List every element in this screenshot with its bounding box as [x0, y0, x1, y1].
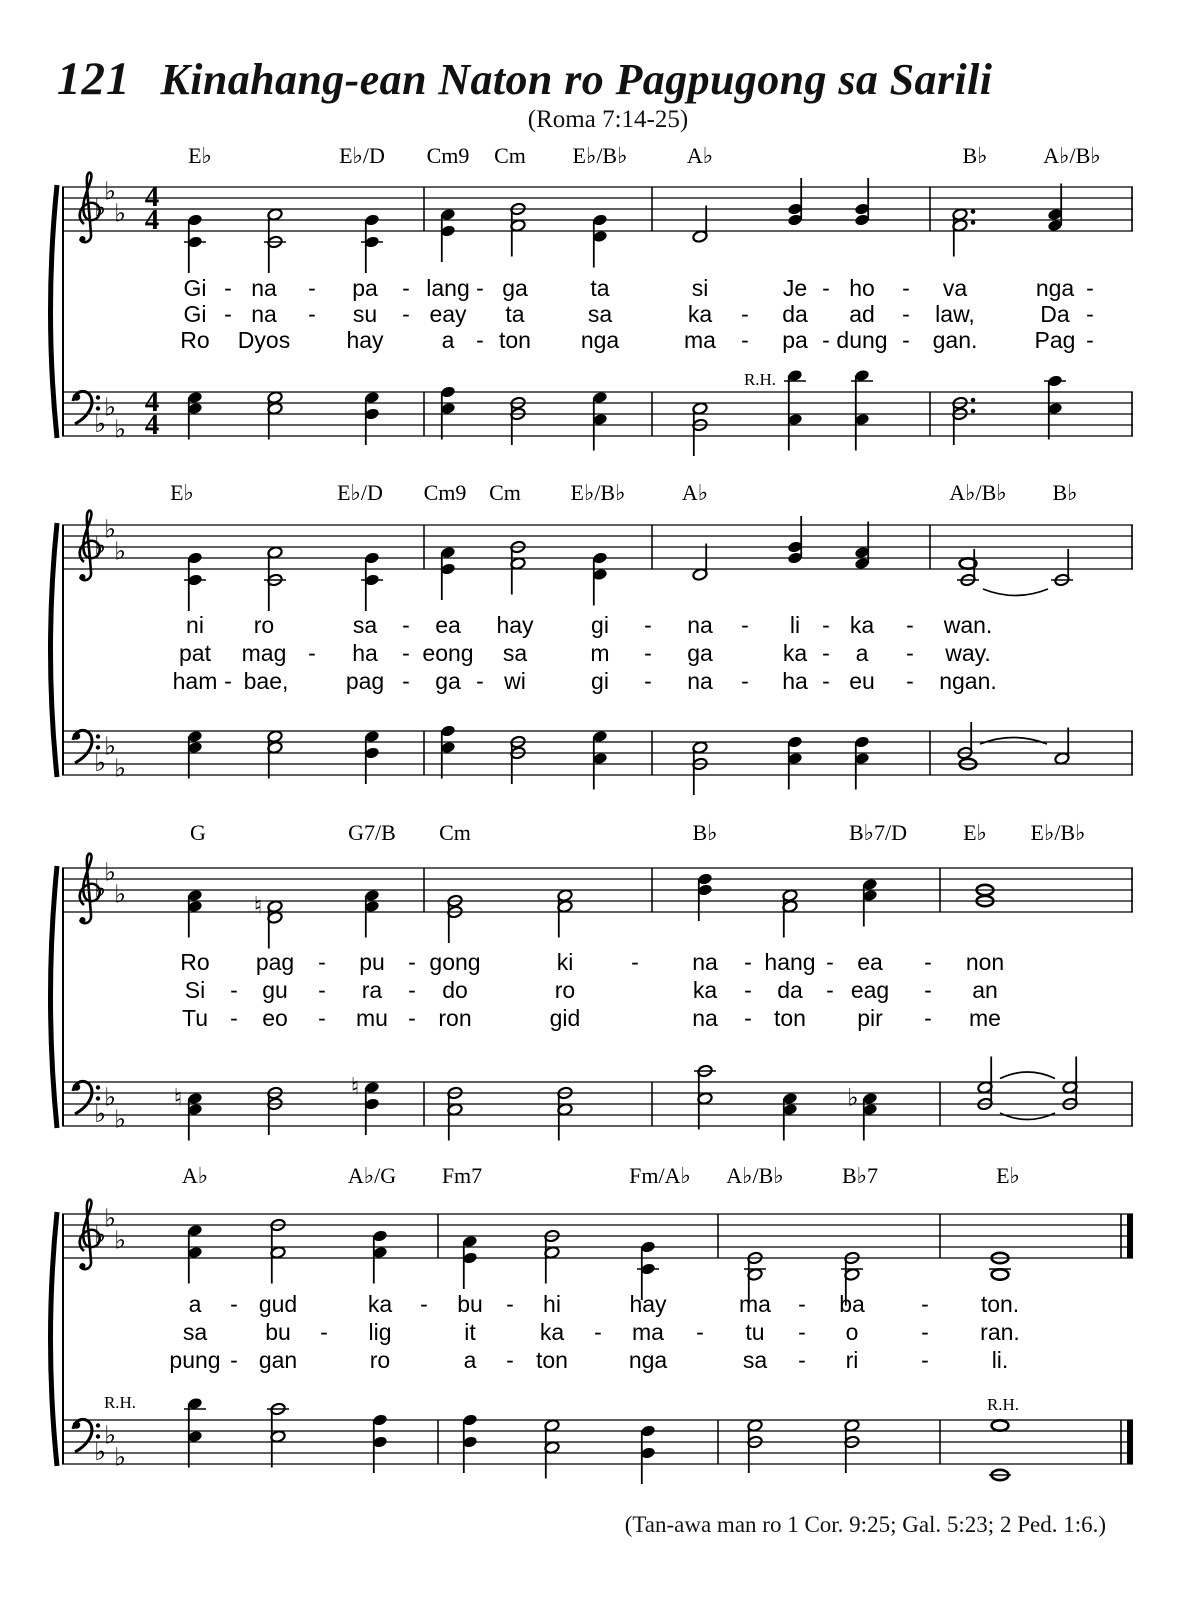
lyric-hyphen: -	[744, 977, 752, 1003]
lyric-syllable: lig	[368, 1319, 392, 1345]
lyric-hyphen: -	[902, 327, 910, 353]
lyric-syllable: it	[464, 1319, 476, 1345]
lyric-syllable: ad	[849, 301, 875, 327]
lyric-hyphen: -	[744, 949, 752, 975]
lyric-syllable: ga	[502, 275, 528, 301]
lyric-hyphen: -	[318, 949, 326, 975]
lyric-hyphen: -	[906, 668, 914, 694]
lyric-syllable: o	[845, 1319, 859, 1345]
chord-symbol: Cm9	[426, 143, 470, 168]
chord-symbol: A♭/B♭	[949, 480, 1007, 505]
lyric-syllable: pag	[255, 949, 295, 975]
lyric-syllable: ton	[536, 1347, 568, 1373]
lyric-hyphen: -	[741, 327, 749, 353]
lyric-syllable: na	[692, 949, 718, 975]
lyric-hyphen: -	[741, 301, 749, 327]
lyric-hyphen: -	[696, 1319, 704, 1345]
chord-symbol: A♭	[181, 1163, 209, 1188]
lyric-syllable: ki	[556, 949, 574, 975]
lyric-syllable: wi	[504, 668, 526, 694]
lyric-syllable: ta	[590, 275, 610, 301]
lyric-syllable: Da	[1040, 301, 1070, 327]
scripture-reference: (Roma 7:14-25)	[527, 106, 689, 133]
lyric-hyphen: -	[408, 949, 416, 975]
lyric-syllable: ton.	[980, 1291, 1020, 1317]
lyric-syllable: ri	[845, 1347, 859, 1373]
lyric-hyphen: -	[318, 977, 326, 1003]
lyric-syllable: a	[188, 1291, 202, 1317]
lyric-syllable: me	[969, 1005, 1001, 1031]
lyric-hyphen: -	[902, 275, 910, 301]
lyric-syllable: ma	[684, 327, 716, 353]
lyric-syllable: bu	[457, 1291, 483, 1317]
bass-staff	[62, 722, 1133, 795]
svg-text:♭: ♭	[94, 531, 106, 560]
chord-symbol: Fm/A♭	[629, 1163, 691, 1188]
lyric-syllable: Pag	[1034, 327, 1076, 353]
svg-text:♭: ♭	[104, 731, 116, 761]
tie	[1000, 1113, 1055, 1120]
lyric-syllable: gid	[549, 1005, 581, 1031]
svg-text:♭: ♭	[114, 414, 126, 444]
system-brace	[51, 1212, 58, 1466]
lyric-syllable: ba	[839, 1291, 865, 1317]
lyric-hyphen: -	[402, 275, 410, 301]
lyric-hyphen: -	[420, 1291, 428, 1317]
lyric-syllable: wan.	[943, 612, 993, 638]
lyric-hyphen: -	[318, 1005, 326, 1031]
lyric-syllable: pag	[345, 668, 385, 694]
lyric-syllable: way.	[945, 640, 991, 666]
chord-symbol: G	[190, 820, 206, 845]
lyrics-verse-2	[185, 977, 998, 1003]
lyric-syllable: tu	[745, 1319, 765, 1345]
lyric-hyphen: -	[308, 640, 316, 666]
lyrics-verse-2	[184, 301, 1094, 327]
lyric-syllable: Dyos	[237, 327, 291, 353]
svg-text:♮: ♮	[253, 891, 263, 920]
lyric-hyphen: -	[826, 977, 834, 1003]
svg-text:♭: ♭	[94, 193, 106, 222]
lyric-syllable: gong	[429, 949, 481, 975]
chord-symbol: E♭	[996, 1163, 1020, 1188]
chord-symbol: E♭/B♭	[570, 480, 626, 505]
lyric-syllable: ham	[172, 668, 218, 694]
lyrics-verse-3	[180, 327, 1094, 353]
lyric-syllable: na	[687, 612, 713, 638]
bass-staff	[62, 369, 1133, 456]
lyric-syllable: na	[251, 301, 277, 327]
lyric-syllable: gan	[258, 1347, 298, 1373]
chord-symbol: E♭	[188, 143, 212, 168]
lyric-hyphen: -	[230, 1291, 238, 1317]
chord-symbol: B♭	[1052, 480, 1078, 505]
lyric-syllable: hay	[629, 1291, 667, 1317]
lyric-hyphen: -	[822, 327, 830, 353]
chord-row	[188, 143, 1101, 168]
lyric-syllable: na	[251, 275, 277, 301]
lyric-hyphen: -	[230, 1347, 238, 1373]
chord-symbol: Cm	[439, 820, 471, 845]
svg-text:R.H.: R.H.	[103, 1393, 137, 1412]
lyric-syllable: na	[687, 668, 713, 694]
lyric-syllable: ni	[186, 612, 204, 638]
svg-text:♭: ♭	[104, 176, 116, 206]
treble-staff	[62, 511, 1133, 611]
svg-text:4: 4	[144, 181, 160, 213]
chord-symbol: B♭	[962, 143, 988, 168]
lyric-hyphen: -	[476, 668, 484, 694]
lyric-hyphen: -	[902, 301, 910, 327]
lyric-syllable: sa	[502, 640, 528, 666]
lyric-syllable: su	[352, 301, 378, 327]
lyric-hyphen: -	[224, 668, 232, 694]
lyric-hyphen: -	[644, 640, 652, 666]
chord-symbol: A♭	[686, 143, 714, 168]
treble-staff	[62, 173, 1133, 273]
system-1	[51, 143, 1134, 456]
chord-symbol: Cm	[494, 143, 526, 168]
chord-symbol: A♭/G	[347, 1163, 397, 1188]
lyric-syllable: dung	[836, 327, 888, 353]
chord-symbol: E♭/B♭	[1030, 820, 1086, 845]
lyric-syllable: ton	[774, 1005, 806, 1031]
svg-text:♭: ♭	[94, 409, 106, 438]
lyric-hyphen: -	[224, 301, 232, 327]
bass-staff	[62, 1057, 1133, 1141]
tie	[1000, 1072, 1055, 1079]
lyric-syllable: ron	[438, 1005, 472, 1031]
chord-symbol: B♭7/D	[848, 820, 908, 845]
lyric-syllable: ha	[352, 640, 378, 666]
lyric-syllable: ro	[554, 977, 576, 1003]
lyric-syllable: li.	[991, 1347, 1009, 1373]
lyric-syllable: gi	[591, 612, 609, 638]
svg-text:♭: ♭	[114, 1442, 126, 1472]
chord-symbol: B♭	[692, 820, 718, 845]
lyric-hyphen: -	[822, 668, 830, 694]
lyric-syllable: gi	[591, 668, 609, 694]
lyric-syllable: da	[782, 301, 808, 327]
lyric-hyphen: -	[826, 949, 834, 975]
lyric-syllable: nga	[580, 327, 620, 353]
treble-staff	[62, 854, 1133, 949]
chord-symbol: E♭/B♭	[572, 143, 628, 168]
lyric-syllable: pung	[169, 1347, 221, 1373]
lyric-syllable: ka	[692, 977, 718, 1003]
lyric-syllable: li	[789, 612, 801, 638]
lyric-hyphen: -	[921, 1347, 929, 1373]
lyric-syllable: ka	[539, 1319, 565, 1345]
lyric-syllable: ma	[739, 1291, 771, 1317]
lyric-syllable: ka	[367, 1291, 393, 1317]
lyric-hyphen: -	[924, 977, 932, 1003]
lyric-syllable: ran.	[980, 1319, 1020, 1345]
lyric-syllable: Ro	[180, 327, 210, 353]
lyric-syllable: sa	[352, 612, 378, 638]
lyric-hyphen: -	[402, 612, 410, 638]
system-brace	[51, 523, 58, 777]
lyric-hyphen: -	[644, 668, 652, 694]
treble-staff	[62, 1200, 1133, 1306]
chord-row	[170, 480, 1077, 505]
note	[992, 1269, 1009, 1279]
chord-symbol: E♭	[170, 480, 194, 505]
lyric-syllable: ka	[782, 640, 808, 666]
footer-reference: (Tan-awa man ro 1 Cor. 9:25; Gal. 5:23; 2 Ped. 1:6.)	[624, 1512, 1106, 1537]
lyric-hyphen: -	[402, 668, 410, 694]
svg-text:♭: ♭	[94, 1220, 106, 1249]
svg-text:R.H.: R.H.	[743, 370, 777, 389]
lyric-syllable: nga	[1035, 275, 1075, 301]
lyric-syllable: eag	[850, 977, 890, 1003]
lyric-syllable: ho	[849, 275, 875, 301]
svg-text:♮: ♮	[173, 1083, 183, 1112]
svg-text:♭: ♭	[104, 1420, 116, 1450]
chord-row	[182, 1163, 1020, 1188]
lyric-syllable: eong	[422, 640, 474, 666]
lyric-syllable: ro	[369, 1347, 391, 1373]
svg-text:♭: ♭	[114, 198, 126, 228]
chord-symbol: Fm7	[441, 1163, 483, 1188]
svg-text:R.H.: R.H.	[986, 1395, 1020, 1414]
svg-text:♮: ♮	[350, 1072, 360, 1101]
tie	[983, 589, 1048, 596]
lyric-syllable: ta	[505, 301, 525, 327]
lyric-hyphen: -	[476, 275, 484, 301]
lyrics-verse-1	[189, 1291, 1020, 1317]
lyric-hyphen: -	[644, 612, 652, 638]
lyric-syllable: sa	[182, 1319, 208, 1345]
lyric-syllable: gan.	[932, 327, 978, 353]
lyric-syllable: hay	[346, 327, 384, 353]
chord-symbol: A♭	[681, 480, 709, 505]
lyric-hyphen: -	[402, 640, 410, 666]
lyric-syllable: Gi	[183, 301, 207, 327]
svg-text:♭: ♭	[104, 1082, 116, 1112]
system-2	[51, 480, 1134, 795]
lyric-syllable: pa	[352, 275, 378, 301]
lyric-hyphen: -	[506, 1347, 514, 1373]
svg-text:♭: ♭	[114, 536, 126, 566]
svg-text:♭: ♭	[114, 879, 126, 909]
svg-text:4: 4	[144, 386, 160, 418]
lyric-syllable: sa	[742, 1347, 768, 1373]
lyric-syllable: hang	[764, 949, 816, 975]
lyric-syllable: eay	[429, 301, 467, 327]
svg-text:♭: ♭	[104, 1203, 116, 1233]
svg-text:♭: ♭	[94, 874, 106, 903]
lyric-hyphen: -	[741, 668, 749, 694]
system-3	[51, 820, 1134, 1141]
bass-staff	[62, 1393, 1133, 1484]
lyric-hyphen: -	[1086, 327, 1094, 353]
chord-symbol: B♭7	[841, 1163, 879, 1188]
chord-symbol: G7/B	[348, 820, 396, 845]
chord-symbol: E♭	[963, 820, 987, 845]
lyric-syllable: pu	[359, 949, 385, 975]
lyric-syllable: eu	[849, 668, 875, 694]
lyric-syllable: hi	[543, 1291, 561, 1317]
svg-text:♭: ♭	[114, 753, 126, 783]
lyric-syllable: a	[855, 640, 869, 666]
lyric-syllable: an	[972, 977, 998, 1003]
lyric-syllable: gu	[262, 977, 288, 1003]
lyric-syllable: law,	[935, 301, 975, 327]
lyric-syllable: nga	[628, 1347, 668, 1373]
svg-text:4: 4	[144, 409, 160, 441]
lyric-hyphen: -	[798, 1291, 806, 1317]
lyrics-verse-3	[169, 1347, 1008, 1373]
lyric-hyphen: -	[741, 612, 749, 638]
svg-text:♭: ♭	[94, 1437, 106, 1466]
lyric-hyphen: -	[631, 949, 639, 975]
svg-text:♭: ♭	[104, 514, 116, 544]
svg-text:♭: ♭	[104, 857, 116, 887]
lyric-syllable: si	[691, 275, 709, 301]
lyric-syllable: do	[442, 977, 468, 1003]
lyric-hyphen: -	[924, 949, 932, 975]
lyric-hyphen: -	[320, 1319, 328, 1345]
lyric-syllable: sa	[587, 301, 613, 327]
lyric-syllable: pir	[857, 1005, 883, 1031]
lyric-hyphen: -	[308, 301, 316, 327]
lyric-syllable: pa	[782, 327, 808, 353]
lyric-hyphen: -	[1086, 275, 1094, 301]
lyric-syllable: Tu	[182, 1005, 208, 1031]
lyric-hyphen: -	[921, 1319, 929, 1345]
lyric-hyphen: -	[744, 1005, 752, 1031]
chord-symbol: E♭/D	[339, 143, 385, 168]
lyric-hyphen: -	[822, 275, 830, 301]
lyric-hyphen: -	[506, 1291, 514, 1317]
lyric-syllable: Ro	[180, 949, 210, 975]
chord-symbol: A♭/B♭	[726, 1163, 784, 1188]
lyric-syllable: ton	[499, 327, 531, 353]
lyric-hyphen: -	[224, 275, 232, 301]
lyric-hyphen: -	[921, 1291, 929, 1317]
lyric-syllable: pat	[179, 640, 211, 666]
lyric-syllable: ma	[632, 1319, 664, 1345]
lyric-hyphen: -	[230, 1005, 238, 1031]
lyric-hyphen: -	[402, 301, 410, 327]
song-title: Kinahang-ean Naton ro Pagpugong sa Sarili	[160, 55, 993, 104]
lyric-syllable: a	[463, 1347, 477, 1373]
system-4	[51, 1163, 1134, 1484]
lyric-hyphen: -	[798, 1319, 806, 1345]
lyric-syllable: bae,	[243, 668, 289, 694]
lyric-hyphen: -	[798, 1347, 806, 1373]
lyric-hyphen: -	[476, 327, 484, 353]
lyric-syllable: ka	[687, 301, 713, 327]
lyric-syllable: ha	[782, 668, 808, 694]
lyric-syllable: ka	[849, 612, 875, 638]
tie	[980, 738, 1047, 745]
lyric-syllable: ga	[687, 640, 713, 666]
lyric-syllable: gud	[258, 1291, 298, 1317]
lyric-syllable: eo	[262, 1005, 288, 1031]
lyric-hyphen: -	[1086, 301, 1094, 327]
lyric-syllable: a	[441, 327, 455, 353]
lyric-syllable: lang	[426, 275, 470, 301]
lyric-syllable: ngan.	[939, 668, 997, 694]
lyric-hyphen: -	[822, 640, 830, 666]
lyric-syllable: Je	[782, 275, 808, 301]
lyric-syllable: Si	[184, 977, 206, 1003]
lyric-syllable: na	[692, 1005, 718, 1031]
lyrics-verse-1	[184, 275, 1094, 301]
lyric-hyphen: -	[308, 275, 316, 301]
lyrics-verse-3	[182, 1005, 1001, 1031]
lyric-syllable: m	[590, 640, 610, 666]
lyric-syllable: ra	[361, 977, 383, 1003]
lyrics-verse-1	[186, 612, 992, 638]
chord-row	[190, 820, 1085, 845]
chord-symbol: Cm9	[423, 480, 467, 505]
lyric-syllable: Gi	[183, 275, 207, 301]
svg-text:♭: ♭	[114, 1225, 126, 1255]
svg-text:♭: ♭	[114, 1104, 126, 1134]
lyric-hyphen: -	[408, 1005, 416, 1031]
lyrics-verse-3	[173, 668, 997, 694]
lyric-hyphen: -	[924, 1005, 932, 1031]
svg-text:♭: ♭	[94, 748, 106, 777]
chord-symbol: Cm	[489, 480, 521, 505]
lyrics-verse-2	[183, 1319, 1020, 1345]
note	[992, 1420, 1009, 1430]
lyric-hyphen: -	[906, 612, 914, 638]
lyric-syllable: bu	[265, 1319, 291, 1345]
lyric-hyphen: -	[594, 1319, 602, 1345]
lyric-syllable: ea	[857, 949, 883, 975]
lyric-syllable: mag	[241, 640, 287, 666]
chord-symbol: A♭/B♭	[1043, 143, 1101, 168]
lyric-syllable: ea	[435, 612, 461, 638]
lyric-syllable: va	[942, 275, 968, 301]
svg-text:♭: ♭	[94, 1099, 106, 1128]
system-brace	[51, 185, 58, 438]
lyric-syllable: mu	[356, 1005, 388, 1031]
lyric-hyphen: -	[230, 977, 238, 1003]
lyric-syllable: ga	[435, 668, 461, 694]
system-brace	[51, 866, 58, 1128]
lyric-hyphen: -	[822, 612, 830, 638]
lyric-syllable: non	[965, 949, 1005, 975]
chord-symbol: E♭/D	[337, 480, 383, 505]
lyric-hyphen: -	[408, 977, 416, 1003]
lyric-syllable: da	[777, 977, 803, 1003]
svg-text:♭: ♭	[104, 392, 116, 422]
song-number: 121	[57, 53, 131, 105]
svg-text:4: 4	[144, 204, 160, 236]
lyrics-verse-1	[180, 949, 1004, 975]
lyrics-verse-2	[179, 640, 991, 666]
lyric-syllable: ro	[253, 612, 275, 638]
svg-text:♭: ♭	[847, 1083, 859, 1112]
lyric-hyphen: -	[906, 640, 914, 666]
lyric-syllable: hay	[496, 612, 534, 638]
